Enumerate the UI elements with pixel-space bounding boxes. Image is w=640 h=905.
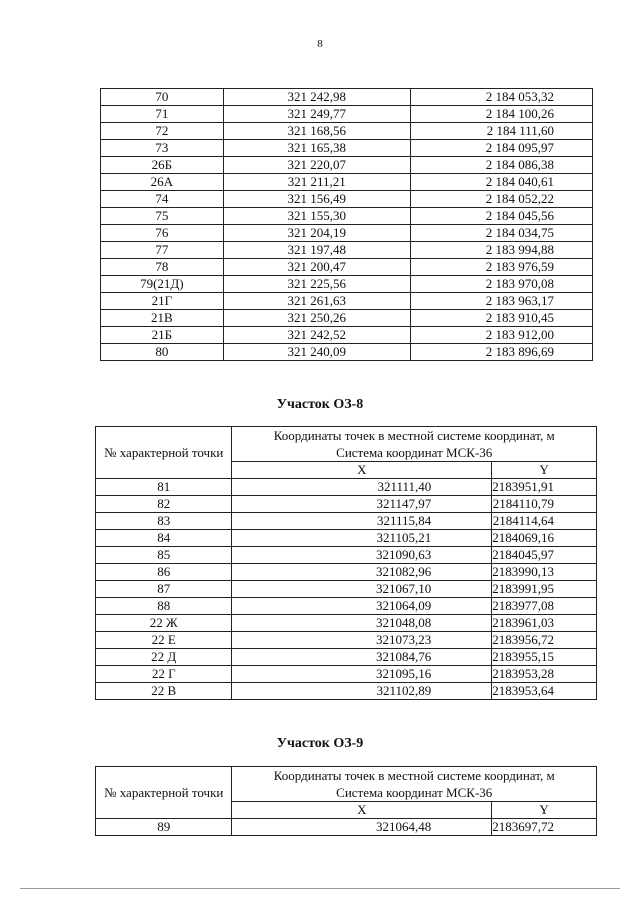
header-point-number: № характерной точки [96, 427, 232, 479]
cell-y: 2183953,28 [492, 666, 597, 683]
cell-y: 2 184 052,22 [410, 191, 592, 208]
table-row [96, 598, 597, 615]
cell-point-number: 84 [96, 530, 232, 547]
cell-x: 321048,08 [232, 615, 492, 632]
table-row [101, 106, 593, 123]
coordinates-table-continued [100, 88, 593, 361]
table-row [96, 496, 597, 513]
cell-point-number: 22 Д [96, 649, 232, 666]
table-row [101, 242, 593, 259]
cell-x: 321 261,63 [223, 293, 410, 310]
header-coordinates-line1: Координаты точек в местной системе координат, м [273, 768, 555, 783]
cell-x: 321 240,09 [223, 344, 410, 361]
cell-point-number: 74 [101, 191, 224, 208]
header-coordinates-line2: Система координат МСК-36 [336, 445, 493, 460]
cell-x: 321 211,21 [223, 174, 410, 191]
cell-x: 321105,21 [232, 530, 492, 547]
table-row [96, 530, 597, 547]
cell-y: 2 183 896,69 [410, 344, 592, 361]
section-title-oz9: Участок ОЗ-9 [276, 736, 364, 751]
table-body [96, 819, 597, 836]
table-row [96, 683, 597, 700]
cell-y: 2 183 963,17 [410, 293, 592, 310]
cell-point-number: 26Б [101, 157, 224, 174]
cell-y: 2 184 034,75 [410, 225, 592, 242]
coordinates-table-oz9 [95, 766, 597, 836]
table-row [101, 344, 593, 361]
cell-y: 2183991,95 [492, 581, 597, 598]
cell-point-number: 83 [96, 513, 232, 530]
cell-y: 2183951,91 [492, 479, 597, 496]
cell-x: 321067,10 [232, 581, 492, 598]
table-row [101, 89, 593, 106]
cell-x: 321 225,56 [223, 276, 410, 293]
cell-x: 321 242,52 [223, 327, 410, 344]
cell-x: 321 249,77 [223, 106, 410, 123]
cell-y: 2 184 040,61 [410, 174, 592, 191]
cell-y: 2 184 045,56 [410, 208, 592, 225]
cell-point-number: 79(21Д) [101, 276, 224, 293]
cell-point-number: 86 [96, 564, 232, 581]
table-row [96, 615, 597, 632]
table-row [101, 157, 593, 174]
cell-y: 2183961,03 [492, 615, 597, 632]
cell-y: 2 183 994,88 [410, 242, 592, 259]
cell-x: 321 156,49 [223, 191, 410, 208]
cell-y: 2184114,64 [492, 513, 597, 530]
cell-y: 2 184 053,32 [410, 89, 592, 106]
table-row [96, 649, 597, 666]
cell-x: 321115,84 [232, 513, 492, 530]
table-row [96, 564, 597, 581]
header-coordinates-line1: Координаты точек в местной системе координат, м [273, 428, 555, 443]
cell-point-number: 72 [101, 123, 224, 140]
cell-point-number: 22 Ж [96, 615, 232, 632]
cell-point-number: 85 [96, 547, 232, 564]
table-row [96, 666, 597, 683]
header-coordinates [232, 767, 597, 802]
cell-x: 321 200,47 [223, 259, 410, 276]
cell-x: 321084,76 [232, 649, 492, 666]
cell-x: 321147,97 [232, 496, 492, 513]
table-row [101, 140, 593, 157]
cell-point-number: 22 В [96, 683, 232, 700]
cell-point-number: 88 [96, 598, 232, 615]
cell-x: 321064,09 [232, 598, 492, 615]
cell-x: 321 197,48 [223, 242, 410, 259]
cell-y: 2183955,15 [492, 649, 597, 666]
cell-point-number: 73 [101, 140, 224, 157]
cell-y: 2 183 976,59 [410, 259, 592, 276]
header-y: Y [492, 462, 597, 479]
cell-y: 2183990,13 [492, 564, 597, 581]
cell-point-number: 75 [101, 208, 224, 225]
cell-point-number: 22 Г [96, 666, 232, 683]
table-row [96, 632, 597, 649]
cell-x: 321082,96 [232, 564, 492, 581]
cell-x: 321 204,19 [223, 225, 410, 242]
cell-y: 2 184 111,60 [410, 123, 592, 140]
table-row [96, 819, 597, 836]
header-coordinates [232, 427, 597, 462]
table-row [101, 225, 593, 242]
cell-point-number: 70 [101, 89, 224, 106]
cell-x: 321 165,38 [223, 140, 410, 157]
cell-point-number: 21Г [101, 293, 224, 310]
cell-x: 321102,89 [232, 683, 492, 700]
cell-y: 2183697,72 [492, 819, 597, 836]
cell-y: 2183977,08 [492, 598, 597, 615]
table-row [101, 310, 593, 327]
header-y: Y [492, 802, 597, 819]
cell-y: 2183956,72 [492, 632, 597, 649]
cell-y: 2 184 100,26 [410, 106, 592, 123]
cell-y: 2 183 910,45 [410, 310, 592, 327]
table-row [101, 174, 593, 191]
cell-x: 321090,63 [232, 547, 492, 564]
header-coordinates-line2: Система координат МСК-36 [336, 785, 493, 800]
cell-point-number: 21Б [101, 327, 224, 344]
cell-point-number: 71 [101, 106, 224, 123]
table-row [96, 581, 597, 598]
coordinates-table-oz8 [95, 426, 597, 700]
cell-x: 321 250,26 [223, 310, 410, 327]
header-point-number: № характерной точки [96, 767, 232, 819]
cell-y: 2 183 970,08 [410, 276, 592, 293]
cell-point-number: 21В [101, 310, 224, 327]
cell-x: 321073,23 [232, 632, 492, 649]
cell-x: 321111,40 [232, 479, 492, 496]
cell-point-number: 76 [101, 225, 224, 242]
table-row [96, 513, 597, 530]
cell-y: 2184110,79 [492, 496, 597, 513]
cell-point-number: 81 [96, 479, 232, 496]
bottom-rule [20, 888, 620, 889]
page-number: 8 [317, 38, 323, 50]
cell-y: 2184069,16 [492, 530, 597, 547]
table-row [96, 479, 597, 496]
cell-point-number: 80 [101, 344, 224, 361]
cell-x: 321064,48 [232, 819, 492, 836]
cell-y: 2 184 086,38 [410, 157, 592, 174]
cell-point-number: 26А [101, 174, 224, 191]
cell-x: 321 168,56 [223, 123, 410, 140]
cell-point-number: 87 [96, 581, 232, 598]
cell-point-number: 77 [101, 242, 224, 259]
table-body [101, 89, 593, 361]
cell-x: 321095,16 [232, 666, 492, 683]
table-header [96, 427, 597, 479]
cell-point-number: 22 Е [96, 632, 232, 649]
table-row [96, 547, 597, 564]
table-row [101, 276, 593, 293]
table-body [96, 479, 597, 700]
table-row [101, 327, 593, 344]
cell-y: 2 184 095,97 [410, 140, 592, 157]
section-title-oz8: Участок ОЗ-8 [276, 397, 364, 412]
cell-x: 321 155,30 [223, 208, 410, 225]
cell-y: 2183953,64 [492, 683, 597, 700]
cell-y: 2184045,97 [492, 547, 597, 564]
cell-point-number: 78 [101, 259, 224, 276]
cell-point-number: 89 [96, 819, 232, 836]
header-x: X [232, 462, 492, 479]
table-header [96, 767, 597, 819]
cell-x: 321 220,07 [223, 157, 410, 174]
table-row [101, 123, 593, 140]
header-x: X [232, 802, 492, 819]
table-row [101, 208, 593, 225]
table-row [101, 293, 593, 310]
cell-y: 2 183 912,00 [410, 327, 592, 344]
table-row [101, 259, 593, 276]
cell-x: 321 242,98 [223, 89, 410, 106]
table-row [101, 191, 593, 208]
cell-point-number: 82 [96, 496, 232, 513]
